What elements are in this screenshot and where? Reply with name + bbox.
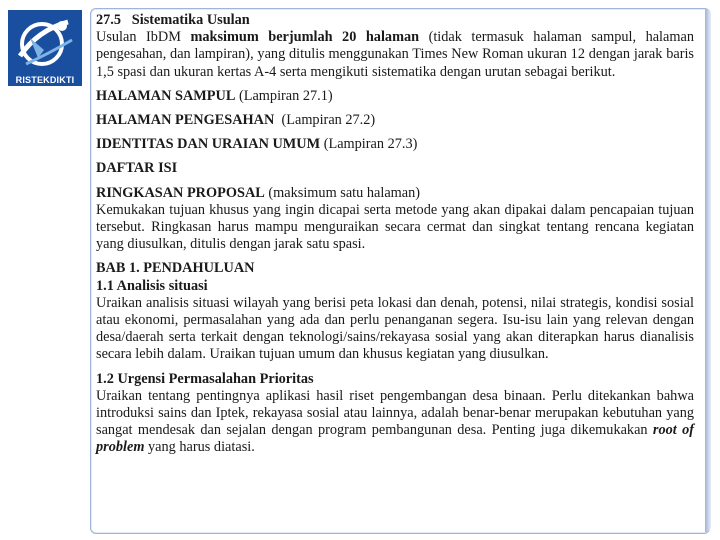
item-halaman-pengesahan: HALAMAN PENGESAHAN (Lampiran 27.2) — [96, 112, 376, 129]
root-of-problem: root of problem — [96, 422, 694, 456]
ringkasan-body: Kemukakan tujuan khusus yang ingin dicapai serta metode yang akan dipakai dalam pencapaian tujuan tersebut. Ringkasan harus mampu menguraikan secara cermat dan singkat tentang rencana kegiatan yang diusulkan, ditulis dengan jarak satu spasi. — [96, 201, 694, 253]
sub1-body: Uraikan analisis situasi wilayah yang berisi peta lokasi dan denah, potensi, nilai strategis, kondisi sosial atau ekonomi, permasalahan yang ada dan perlu penanganan segera. Isu-isu lain yang relevan dengan desa/daerah serta terkait dengan teknologi/sains/rekayasa sosial yang akan diterapkan harus dianalisis secara lebih dalam. Uraikan tujuan umum dan khusus kegiatan yang diusulkan. — [96, 294, 694, 363]
bab1-heading: BAB 1. PENDAHULUAN — [96, 260, 255, 277]
sub2-heading: 1.2 Urgensi Permasalahan Prioritas — [96, 370, 314, 387]
section-heading — [96, 12, 694, 29]
sub2-body: Uraikan tentang pentingnya aplikasi hasil riset pengembangan desa binaan. Perlu ditekankan bahwa introduksi sains dan Iptek, rekayasa sosial atau lainnya, adalah benar-benar merupakan kebutuhan yang sangat mendesak dan sejalan dengan program pembangunan desa. Penting juga dikemukakan root of problem yang harus diatasi. — [96, 387, 694, 456]
page-limit: maksimum berjumlah 20 halaman — [190, 29, 420, 46]
ristekdikti-emblem-icon — [8, 10, 82, 74]
logo-text: RISTEKDIKTI — [8, 74, 82, 86]
item-identitas: IDENTITAS DAN URAIAN UMUM (Lampiran 27.3) — [96, 136, 418, 153]
document-body — [96, 12, 694, 457]
item-daftar-isi: DAFTAR ISI — [96, 160, 178, 177]
section-number: 27.5 — [96, 12, 122, 28]
section-intro: Usulan IbDM maksimum berjumlah 20 halaman (tidak termasuk halaman sampul, halaman pengesahan, dan lampiran), yang ditulis menggunakan Times New Roman ukuran 12 dengan jarak baris 1,5 spasi dan ukuran kertas A-4 serta mengikuti sistematika dengan urutan sebagai berikut. — [96, 29, 694, 80]
item-halaman-sampul: HALAMAN SAMPUL (Lampiran 27.1) — [96, 87, 333, 104]
sub1-heading: 1.1 Analisis situasi — [96, 277, 208, 294]
ringkasan-heading: RINGKASAN PROPOSAL (maksimum satu halaman) — [96, 184, 421, 201]
section-title: Sistematika Usulan — [131, 12, 250, 28]
ristekdikti-logo — [8, 10, 82, 90]
slide-frame-edge — [705, 8, 711, 532]
